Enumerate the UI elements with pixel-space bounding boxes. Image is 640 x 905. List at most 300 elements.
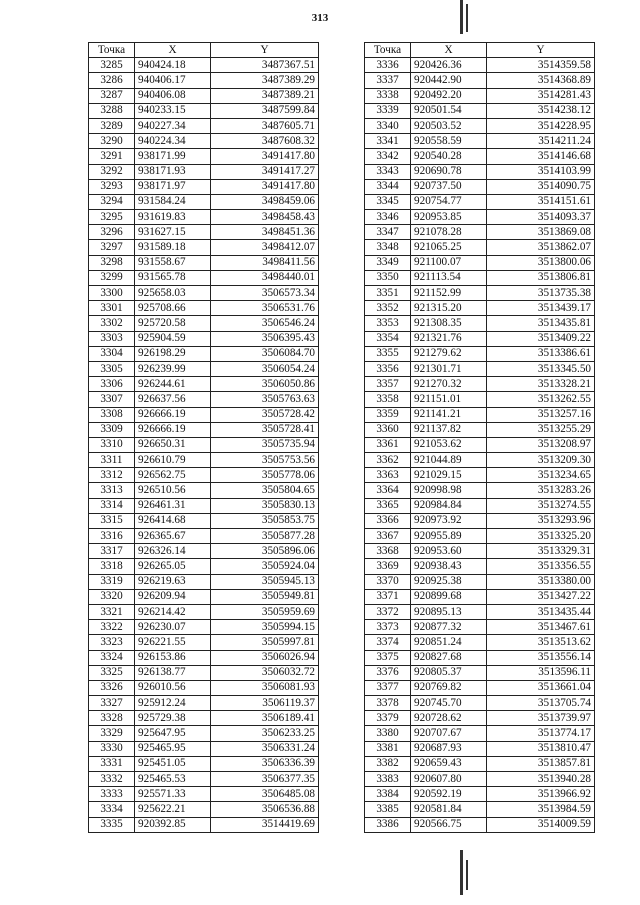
y-value: 3514103.99	[487, 164, 595, 179]
x-value: 921315.20	[411, 301, 487, 316]
y-value: 3514419.69	[211, 817, 319, 832]
y-value: 3513596.11	[487, 665, 595, 680]
point-number: 3357	[365, 377, 411, 392]
table-row	[89, 665, 319, 680]
x-value: 926138.77	[135, 665, 211, 680]
table-row	[89, 635, 319, 650]
point-number: 3305	[89, 361, 135, 376]
x-value: 926221.55	[135, 635, 211, 650]
y-value: 3514359.58	[487, 58, 595, 73]
page-number: 313	[311, 12, 329, 24]
point-number: 3319	[89, 574, 135, 589]
table-row	[365, 149, 595, 164]
x-value: 920953.60	[411, 544, 487, 559]
scan-mark-bottom	[460, 850, 463, 895]
table-row	[365, 559, 595, 574]
table-row	[89, 437, 319, 452]
x-value: 938171.99	[135, 149, 211, 164]
y-value: 3513283.26	[487, 483, 595, 498]
x-value: 926562.75	[135, 468, 211, 483]
y-value: 3513513.62	[487, 635, 595, 650]
point-number: 3289	[89, 118, 135, 133]
x-value: 926461.31	[135, 498, 211, 513]
point-number: 3286	[89, 73, 135, 88]
x-value: 925465.53	[135, 772, 211, 787]
table-row	[365, 361, 595, 376]
table-row	[365, 483, 595, 498]
point-number: 3301	[89, 301, 135, 316]
x-value: 926666.19	[135, 422, 211, 437]
y-value: 3513409.22	[487, 331, 595, 346]
point-number: 3299	[89, 270, 135, 285]
x-value: 920953.85	[411, 210, 487, 225]
point-number: 3362	[365, 453, 411, 468]
point-number: 3324	[89, 650, 135, 665]
point-number: 3285	[89, 58, 135, 73]
y-value: 3513661.04	[487, 680, 595, 695]
y-value: 3505728.41	[211, 422, 319, 437]
x-value: 938171.97	[135, 179, 211, 194]
x-value: 920581.84	[411, 802, 487, 817]
table-row	[89, 118, 319, 133]
x-value: 920998.98	[411, 483, 487, 498]
y-value: 3505949.81	[211, 589, 319, 604]
y-value: 3506026.94	[211, 650, 319, 665]
table-row	[365, 164, 595, 179]
point-number: 3304	[89, 346, 135, 361]
y-value: 3506336.39	[211, 756, 319, 771]
point-number: 3287	[89, 88, 135, 103]
x-value: 926637.56	[135, 392, 211, 407]
table-row	[365, 665, 595, 680]
table-row	[89, 741, 319, 756]
header-y: Y	[211, 43, 319, 58]
x-value: 926666.19	[135, 407, 211, 422]
y-value: 3505945.13	[211, 574, 319, 589]
point-number: 3363	[365, 468, 411, 483]
y-value: 3514009.59	[487, 817, 595, 832]
table-row	[365, 544, 595, 559]
table-row	[89, 589, 319, 604]
point-number: 3341	[365, 134, 411, 149]
table-row	[365, 604, 595, 619]
x-value: 926610.79	[135, 453, 211, 468]
table-row	[89, 377, 319, 392]
x-value: 926198.29	[135, 346, 211, 361]
y-value: 3513257.16	[487, 407, 595, 422]
y-value: 3506377.35	[211, 772, 319, 787]
table-row	[365, 88, 595, 103]
point-number: 3330	[89, 741, 135, 756]
y-value: 3513328.21	[487, 377, 595, 392]
y-value: 3487389.29	[211, 73, 319, 88]
point-number: 3291	[89, 149, 135, 164]
y-value: 3487367.51	[211, 58, 319, 73]
y-value: 3514368.89	[487, 73, 595, 88]
table-row	[89, 802, 319, 817]
point-number: 3310	[89, 437, 135, 452]
x-value: 920745.70	[411, 696, 487, 711]
table-row	[365, 756, 595, 771]
table-row	[89, 680, 319, 695]
x-value: 920754.77	[411, 194, 487, 209]
point-number: 3354	[365, 331, 411, 346]
point-number: 3366	[365, 513, 411, 528]
table-row	[365, 58, 595, 73]
table-row	[89, 620, 319, 635]
y-value: 3506531.76	[211, 301, 319, 316]
x-value: 926365.67	[135, 529, 211, 544]
x-value: 921100.07	[411, 255, 487, 270]
x-value: 920877.32	[411, 620, 487, 635]
table-row	[89, 498, 319, 513]
y-value: 3505877.28	[211, 529, 319, 544]
x-value: 920925.38	[411, 574, 487, 589]
y-value: 3491417.80	[211, 179, 319, 194]
point-number: 3380	[365, 726, 411, 741]
table-row	[89, 407, 319, 422]
y-value: 3513274.55	[487, 498, 595, 513]
point-number: 3374	[365, 635, 411, 650]
x-value: 921078.28	[411, 225, 487, 240]
y-value: 3514151.61	[487, 194, 595, 209]
table-row	[89, 650, 319, 665]
x-value: 920392.85	[135, 817, 211, 832]
table-row	[89, 210, 319, 225]
table-row	[365, 225, 595, 240]
point-number: 3364	[365, 483, 411, 498]
table-row	[365, 270, 595, 285]
y-value: 3505735.94	[211, 437, 319, 452]
y-value: 3513380.00	[487, 574, 595, 589]
y-value: 3513810.47	[487, 741, 595, 756]
point-number: 3371	[365, 589, 411, 604]
y-value: 3514228.95	[487, 118, 595, 133]
x-value: 931584.24	[135, 194, 211, 209]
point-number: 3314	[89, 498, 135, 513]
x-value: 926650.31	[135, 437, 211, 452]
y-value: 3514211.24	[487, 134, 595, 149]
x-value: 920659.43	[411, 756, 487, 771]
y-value: 3487608.32	[211, 134, 319, 149]
point-number: 3347	[365, 225, 411, 240]
point-number: 3325	[89, 665, 135, 680]
x-value: 940227.34	[135, 118, 211, 133]
point-number: 3303	[89, 331, 135, 346]
y-value: 3505753.56	[211, 453, 319, 468]
point-number: 3336	[365, 58, 411, 73]
y-value: 3506050.86	[211, 377, 319, 392]
point-number: 3349	[365, 255, 411, 270]
x-value: 925451.05	[135, 756, 211, 771]
table-row	[89, 88, 319, 103]
table-row	[365, 179, 595, 194]
y-value: 3513940.28	[487, 772, 595, 787]
x-value: 921113.54	[411, 270, 487, 285]
y-value: 3513345.50	[487, 361, 595, 376]
point-number: 3370	[365, 574, 411, 589]
scan-mark-top-2	[466, 4, 468, 32]
table-row	[365, 407, 595, 422]
table-row	[365, 787, 595, 802]
header-point: Точка	[365, 43, 411, 58]
x-value: 925647.95	[135, 726, 211, 741]
table-row	[365, 422, 595, 437]
y-value: 3506536.88	[211, 802, 319, 817]
point-number: 3311	[89, 453, 135, 468]
x-value: 920984.84	[411, 498, 487, 513]
x-value: 921270.32	[411, 377, 487, 392]
point-number: 3378	[365, 696, 411, 711]
table-row	[365, 696, 595, 711]
point-number: 3293	[89, 179, 135, 194]
point-number: 3290	[89, 134, 135, 149]
point-number: 3372	[365, 604, 411, 619]
y-value: 3513857.81	[487, 756, 595, 771]
x-value: 920592.19	[411, 787, 487, 802]
coordinates-table-left	[88, 42, 319, 833]
x-value: 926265.05	[135, 559, 211, 574]
point-number: 3313	[89, 483, 135, 498]
y-value: 3513325.20	[487, 529, 595, 544]
point-number: 3315	[89, 513, 135, 528]
point-number: 3345	[365, 194, 411, 209]
table-row	[365, 377, 595, 392]
x-value: 940424.18	[135, 58, 211, 73]
point-number: 3297	[89, 240, 135, 255]
point-number: 3337	[365, 73, 411, 88]
header-x: X	[411, 43, 487, 58]
y-value: 3514281.43	[487, 88, 595, 103]
table-row	[365, 316, 595, 331]
x-value: 921308.35	[411, 316, 487, 331]
y-value: 3506189.41	[211, 711, 319, 726]
point-number: 3333	[89, 787, 135, 802]
point-number: 3373	[365, 620, 411, 635]
header-y: Y	[487, 43, 595, 58]
point-number: 3353	[365, 316, 411, 331]
y-value: 3513862.07	[487, 240, 595, 255]
x-value: 920827.68	[411, 650, 487, 665]
point-number: 3367	[365, 529, 411, 544]
point-number: 3338	[365, 88, 411, 103]
x-value: 926326.14	[135, 544, 211, 559]
table-row	[365, 772, 595, 787]
y-value: 3513255.29	[487, 422, 595, 437]
y-value: 3513739.97	[487, 711, 595, 726]
y-value: 3513209.30	[487, 453, 595, 468]
x-value: 921044.89	[411, 453, 487, 468]
point-number: 3312	[89, 468, 135, 483]
x-value: 921137.82	[411, 422, 487, 437]
scan-mark-top	[460, 0, 463, 34]
x-value: 921029.15	[411, 468, 487, 483]
y-value: 3513208.97	[487, 437, 595, 452]
point-number: 3296	[89, 225, 135, 240]
table-row	[365, 134, 595, 149]
point-number: 3323	[89, 635, 135, 650]
x-value: 921152.99	[411, 286, 487, 301]
point-number: 3302	[89, 316, 135, 331]
x-value: 920540.28	[411, 149, 487, 164]
table-row	[89, 726, 319, 741]
point-number: 3320	[89, 589, 135, 604]
y-value: 3513467.61	[487, 620, 595, 635]
point-number: 3369	[365, 559, 411, 574]
point-number: 3327	[89, 696, 135, 711]
table-row	[365, 650, 595, 665]
x-value: 926239.99	[135, 361, 211, 376]
table-row	[89, 392, 319, 407]
y-value: 3505924.04	[211, 559, 319, 574]
x-value: 931619.83	[135, 210, 211, 225]
point-number: 3382	[365, 756, 411, 771]
x-value: 920955.89	[411, 529, 487, 544]
x-value: 921141.21	[411, 407, 487, 422]
point-number: 3309	[89, 422, 135, 437]
x-value: 925708.66	[135, 301, 211, 316]
x-value: 920566.75	[411, 817, 487, 832]
point-number: 3359	[365, 407, 411, 422]
point-number: 3385	[365, 802, 411, 817]
x-value: 920973.92	[411, 513, 487, 528]
table-row	[89, 225, 319, 240]
point-number: 3351	[365, 286, 411, 301]
y-value: 3505778.06	[211, 468, 319, 483]
y-value: 3513356.55	[487, 559, 595, 574]
table-row	[89, 255, 319, 270]
x-value: 921321.76	[411, 331, 487, 346]
table-row	[89, 574, 319, 589]
table-row	[365, 741, 595, 756]
y-value: 3513293.96	[487, 513, 595, 528]
point-number: 3334	[89, 802, 135, 817]
table-row	[89, 559, 319, 574]
x-value: 940233.15	[135, 103, 211, 118]
table-row	[89, 513, 319, 528]
x-value: 931627.15	[135, 225, 211, 240]
y-value: 3513966.92	[487, 787, 595, 802]
table-row	[365, 620, 595, 635]
y-value: 3513984.59	[487, 802, 595, 817]
point-number: 3326	[89, 680, 135, 695]
x-value: 926510.56	[135, 483, 211, 498]
x-value: 921065.25	[411, 240, 487, 255]
table-row	[365, 529, 595, 544]
table-row	[365, 680, 595, 695]
table-row	[365, 817, 595, 832]
table-row	[365, 437, 595, 452]
table-row	[365, 468, 595, 483]
point-number: 3356	[365, 361, 411, 376]
y-value: 3491417.27	[211, 164, 319, 179]
x-value: 921151.01	[411, 392, 487, 407]
y-value: 3506054.24	[211, 361, 319, 376]
x-value: 925720.58	[135, 316, 211, 331]
y-value: 3513234.65	[487, 468, 595, 483]
point-number: 3331	[89, 756, 135, 771]
table-row	[365, 194, 595, 209]
point-number: 3321	[89, 604, 135, 619]
y-value: 3513556.14	[487, 650, 595, 665]
x-value: 920895.13	[411, 604, 487, 619]
x-value: 940224.34	[135, 134, 211, 149]
point-number: 3329	[89, 726, 135, 741]
y-value: 3487599.84	[211, 103, 319, 118]
table-row	[89, 422, 319, 437]
y-value: 3513329.31	[487, 544, 595, 559]
point-number: 3339	[365, 103, 411, 118]
table-row	[89, 240, 319, 255]
table-row	[365, 210, 595, 225]
y-value: 3513869.08	[487, 225, 595, 240]
point-number: 3368	[365, 544, 411, 559]
point-number: 3316	[89, 529, 135, 544]
y-value: 3505853.75	[211, 513, 319, 528]
scan-mark-bottom-2	[466, 860, 468, 890]
y-value: 3513705.74	[487, 696, 595, 711]
point-number: 3384	[365, 787, 411, 802]
x-value: 921053.62	[411, 437, 487, 452]
y-value: 3487605.71	[211, 118, 319, 133]
table-row	[89, 468, 319, 483]
x-value: 920737.50	[411, 179, 487, 194]
point-number: 3322	[89, 620, 135, 635]
table-row	[365, 255, 595, 270]
x-value: 926010.56	[135, 680, 211, 695]
x-value: 920769.82	[411, 680, 487, 695]
point-number: 3358	[365, 392, 411, 407]
x-value: 926244.61	[135, 377, 211, 392]
x-value: 926214.42	[135, 604, 211, 619]
table-row	[365, 635, 595, 650]
y-value: 3513800.06	[487, 255, 595, 270]
y-value: 3513774.17	[487, 726, 595, 741]
table-row	[365, 240, 595, 255]
y-value: 3498451.36	[211, 225, 319, 240]
table-row	[89, 604, 319, 619]
point-number: 3342	[365, 149, 411, 164]
point-number: 3350	[365, 270, 411, 285]
x-value: 925904.59	[135, 331, 211, 346]
point-number: 3365	[365, 498, 411, 513]
y-value: 3498440.01	[211, 270, 319, 285]
point-number: 3288	[89, 103, 135, 118]
point-number: 3379	[365, 711, 411, 726]
table-row	[89, 134, 319, 149]
table-row	[89, 149, 319, 164]
x-value: 925465.95	[135, 741, 211, 756]
table-row	[365, 574, 595, 589]
table-row	[365, 331, 595, 346]
y-value: 3506485.08	[211, 787, 319, 802]
table-row	[89, 331, 319, 346]
table-row	[89, 164, 319, 179]
x-value: 921301.71	[411, 361, 487, 376]
table-row	[89, 544, 319, 559]
table-row	[89, 787, 319, 802]
table-row	[89, 103, 319, 118]
point-number: 3383	[365, 772, 411, 787]
point-number: 3355	[365, 346, 411, 361]
point-number: 3300	[89, 286, 135, 301]
point-number: 3344	[365, 179, 411, 194]
table-row	[89, 772, 319, 787]
y-value: 3491417.80	[211, 149, 319, 164]
y-value: 3514238.12	[487, 103, 595, 118]
table-row	[365, 513, 595, 528]
table-row	[89, 286, 319, 301]
